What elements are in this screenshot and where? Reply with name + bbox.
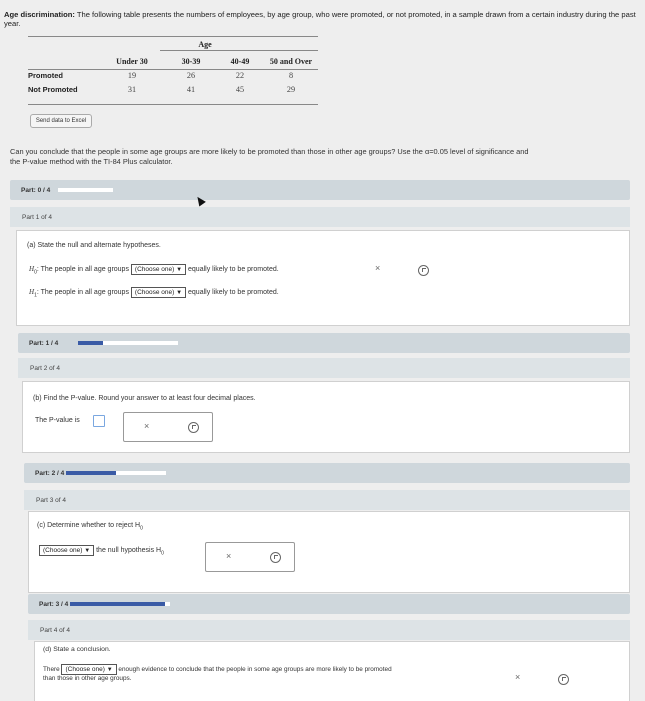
conclusion-pre: There: [43, 666, 60, 673]
table-cell: 29: [286, 84, 296, 94]
chevron-down-icon: ▼: [176, 267, 183, 273]
problem-title: Age discrimination:: [4, 10, 75, 19]
row-label: Promoted: [28, 70, 64, 80]
h1-row: [29, 287, 279, 298]
undo-icon[interactable]: [558, 674, 569, 685]
table-group-header: Age: [198, 40, 212, 49]
reject-tail: the null hypothesis H: [96, 547, 162, 554]
part-header: [18, 358, 630, 378]
part-d-panel: [34, 641, 630, 701]
part-c-prompt: (c) Determine whether to reject $H_0$: [37, 522, 143, 532]
data-table: [28, 54, 318, 96]
part-label: Part 4 of 4: [40, 627, 70, 634]
progress-track: [58, 188, 113, 192]
part-progress-bar: [18, 333, 630, 353]
undo-icon[interactable]: [418, 265, 429, 276]
h0-tail: equally likely to be promoted.: [188, 266, 279, 273]
part-d-prompt: (d) State a conclusion.: [43, 646, 111, 653]
h0-subscript: 0: [34, 269, 37, 276]
row-label: Not Promoted: [28, 84, 78, 94]
clear-button[interactable]: ×: [226, 551, 232, 561]
send-to-excel-button[interactable]: Send data to Excel: [30, 114, 92, 128]
part-b-panel: [22, 381, 630, 453]
table-cell: 19: [127, 70, 137, 80]
action-box: [205, 542, 295, 572]
conclusion-row: [43, 664, 392, 675]
col-header: 30-39: [181, 56, 201, 66]
p-value-label: The P-value is: [35, 417, 80, 424]
part-a-prompt: (a) State the null and alternate hypotheses.: [27, 242, 161, 249]
clear-button[interactable]: ×: [375, 263, 381, 273]
p-value-input[interactable]: [93, 415, 105, 427]
undo-icon[interactable]: [270, 552, 281, 563]
part-b-prompt: (b) Find the P-value. Round your answer to at least four decimal places.: [33, 395, 256, 402]
progress-fill: [66, 471, 116, 475]
h0-symbol: H: [29, 265, 35, 273]
h0-text: : The people in all age groups: [36, 266, 129, 273]
reject-row: [39, 545, 164, 556]
reject-choose-select[interactable]: (Choose one) ▼: [39, 545, 94, 556]
part-header: [10, 207, 630, 227]
part-label: Part 1 of 4: [22, 214, 52, 221]
table-cell: 31: [127, 84, 137, 94]
question-line: Can you conclude that the people in some age groups are more likely to be promoted than those in other age groups? Use the α=0.05 level of significance and: [10, 147, 529, 156]
table-cell: 45: [235, 84, 245, 94]
h0-row: [29, 264, 279, 275]
problem-intro: [4, 10, 636, 28]
col-header: Under 30: [116, 56, 148, 66]
h0-subscript: 0: [140, 525, 143, 532]
table-cell: 41: [186, 84, 196, 94]
clear-button[interactable]: ×: [515, 672, 521, 682]
conclusion-choose-select[interactable]: (Choose one) ▼: [61, 664, 116, 675]
h1-choose-select[interactable]: (Choose one) ▼: [131, 287, 186, 298]
progress-fill: [70, 602, 165, 606]
question-line: the P-value method with the TI-84 Plus calculator.: [10, 157, 173, 166]
part-progress-bar: [24, 463, 630, 483]
undo-icon[interactable]: [188, 422, 199, 433]
table-header-rule: [28, 69, 318, 70]
table-cell: 8: [288, 70, 294, 80]
chevron-down-icon: ▼: [106, 667, 113, 673]
action-box: [123, 412, 213, 442]
question-text: [10, 147, 635, 167]
h1-subscript: 1: [34, 292, 37, 299]
col-header: 50 and Over: [269, 56, 313, 66]
clear-button[interactable]: ×: [144, 421, 150, 431]
table-cell: 22: [235, 70, 245, 80]
part-progress-bar: [28, 594, 630, 614]
h0-choose-select[interactable]: (Choose one) ▼: [131, 264, 186, 275]
part-label: Part 3 of 4: [36, 497, 66, 504]
progress-label: Part: 0 / 4: [21, 187, 51, 194]
table-group-rule: [160, 50, 318, 51]
h1-tail: equally likely to be promoted.: [188, 289, 279, 296]
table-bottom-rule: [28, 104, 318, 105]
conclusion-tail-2: than those in other age groups.: [43, 675, 132, 682]
problem-text: The following table presents the numbers of employees, by age group, who were promoted, or not promoted, in a sample drawn from a certain industry during the past year.: [4, 10, 636, 28]
table-cell: 26: [186, 70, 196, 80]
table-top-rule: [28, 36, 318, 37]
progress-label: Part: 2 / 4: [35, 470, 65, 477]
part-header: [28, 620, 630, 640]
h0-subscript: 0: [161, 550, 164, 557]
h1-symbol: H: [29, 288, 35, 296]
progress-label: Part: 1 / 4: [29, 340, 59, 347]
conclusion-tail: enough evidence to conclude that the people in some age groups are more likely to be promoted: [118, 666, 392, 673]
progress-fill: [78, 341, 103, 345]
part-header: [24, 490, 630, 510]
part-label: Part 2 of 4: [30, 365, 60, 372]
h1-text: : The people in all age groups: [36, 289, 129, 296]
chevron-down-icon: ▼: [176, 290, 183, 296]
part-c-panel: [28, 511, 630, 593]
col-header: 40-49: [230, 56, 250, 66]
chevron-down-icon: ▼: [84, 548, 91, 554]
progress-label: Part: 3 / 4: [39, 601, 69, 608]
part-a-panel: [16, 230, 630, 326]
part-progress-bar: [10, 180, 630, 200]
